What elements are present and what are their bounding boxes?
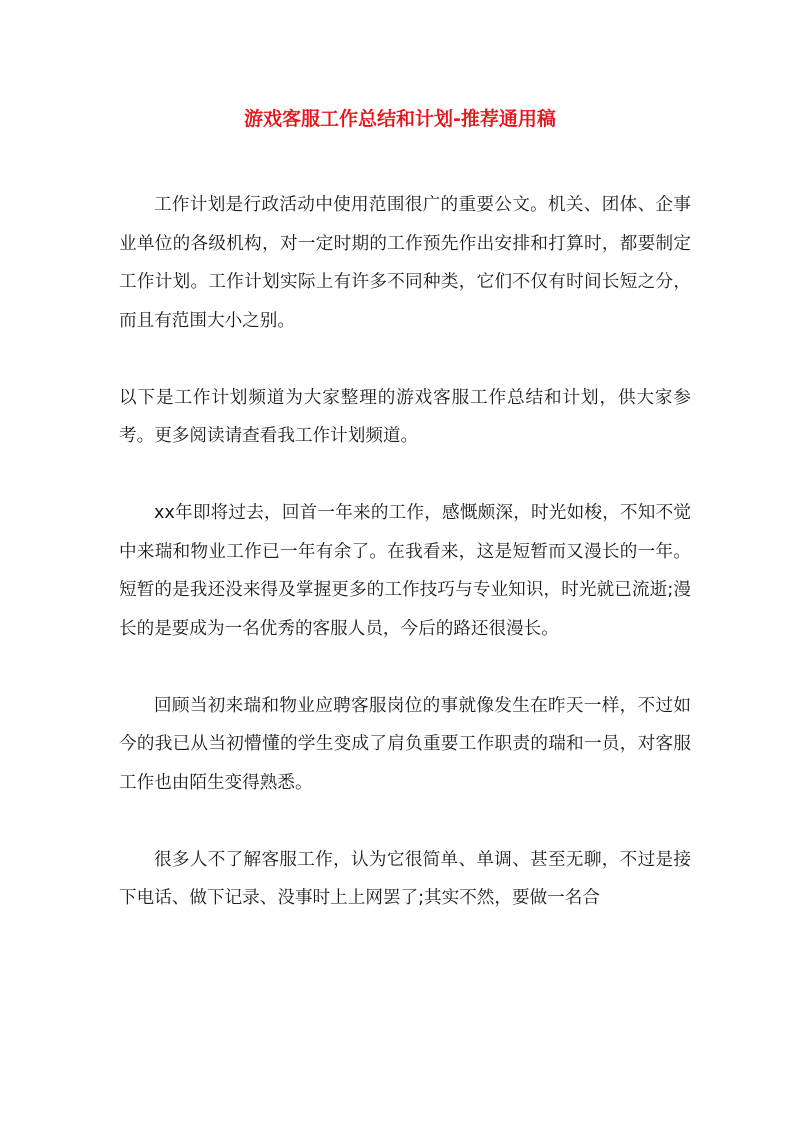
paragraph-gap	[119, 456, 691, 495]
paragraph-gap	[119, 340, 691, 379]
document-body	[119, 186, 691, 918]
paragraph-gap	[119, 648, 691, 687]
paragraph-work-plan-intro: 工作计划是行政活动中使用范围很广的重要公文。机关、团体、企事业单位的各级机构，对一定时期的工作预先作出安排和打算时，都要制定工作计划。工作计划实际上有许多不同种类，它们不仅有时间长短之分，而且有范围大小之别。	[119, 195, 691, 331]
paragraph-service-misconception: 很多人不了解客服工作，认为它很简单、单调、甚至无聊，不过是接下电话、做下记录、没事时上上网罢了;其实不然，要做一名合	[119, 849, 691, 908]
document-title: 游戏客服工作总结和计划-推荐通用稿	[244, 108, 556, 130]
paragraph-channel-note: 以下是工作计划频道为大家整理的游戏客服工作总结和计划，供大家参考。更多阅读请查看我工作计划频道。	[119, 387, 691, 446]
paragraph-recollection: 回顾当初来瑞和物业应聘客服岗位的事就像发生在昨天一样，不过如今的我已从当初懵懂的学生变成了肩负重要工作职责的瑞和一员，对客服工作也由陌生变得熟悉。	[119, 695, 691, 793]
paragraph-gap	[119, 802, 691, 841]
paragraph-year-review: xx年即将过去，回首一年来的工作，感慨颇深，时光如梭，不知不觉中来瑞和物业工作已一年有余了。在我看来，这是短暂而又漫长的一年。短暂的是我还没来得及掌握更多的工作技巧与专业知识，时光就已流逝;漫长的是要成为一名优秀的客服人员，今后的路还很漫长。	[119, 503, 691, 639]
